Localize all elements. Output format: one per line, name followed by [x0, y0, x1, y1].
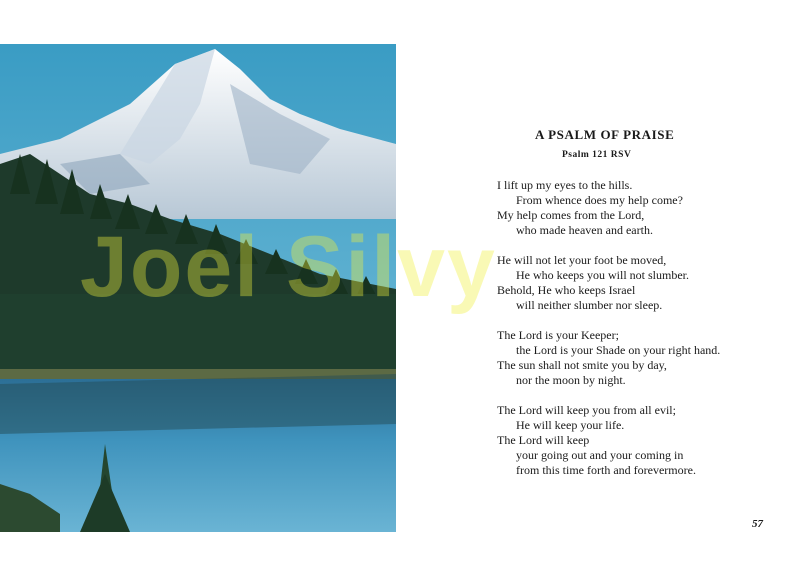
verse-line: your going out and your coming in	[516, 448, 684, 462]
verse-line: will neither slumber nor sleep.	[516, 298, 663, 312]
stanza	[497, 403, 787, 478]
page-title: A PSALM OF PRAISE	[535, 127, 675, 142]
stanza	[497, 178, 787, 238]
stanza	[497, 328, 787, 388]
verse-line: From whence does my help come?	[516, 193, 683, 207]
page-subtitle: Psalm 121 RSV	[562, 150, 632, 160]
verse-line: The Lord will keep	[497, 433, 590, 447]
verse-line: He will not let your foot be moved,	[497, 253, 667, 267]
psalm-text	[497, 178, 787, 493]
page-number: 57	[752, 518, 763, 530]
verse-line: who made heaven and earth.	[516, 223, 653, 237]
verse-line: I lift up my eyes to the hills.	[497, 178, 633, 192]
mountain-lake-photo	[0, 44, 396, 532]
verse-line: Behold, He who keeps Israel	[497, 283, 636, 297]
verse-line: He who keeps you will not slumber.	[516, 268, 689, 282]
verse-line: from this time forth and forevermore.	[516, 463, 696, 477]
stanza	[497, 253, 787, 313]
verse-line: nor the moon by night.	[516, 373, 626, 387]
verse-line: the Lord is your Shade on your right hand.	[516, 343, 721, 357]
verse-line: My help comes from the Lord,	[497, 208, 645, 222]
watermark: Joel Silvy	[80, 219, 497, 315]
verse-line: The Lord will keep you from all evil;	[497, 403, 676, 417]
verse-line: He will keep your life.	[516, 418, 625, 432]
verse-line: The Lord is your Keeper;	[497, 328, 619, 342]
verse-line: The sun shall not smite you by day,	[497, 358, 667, 372]
